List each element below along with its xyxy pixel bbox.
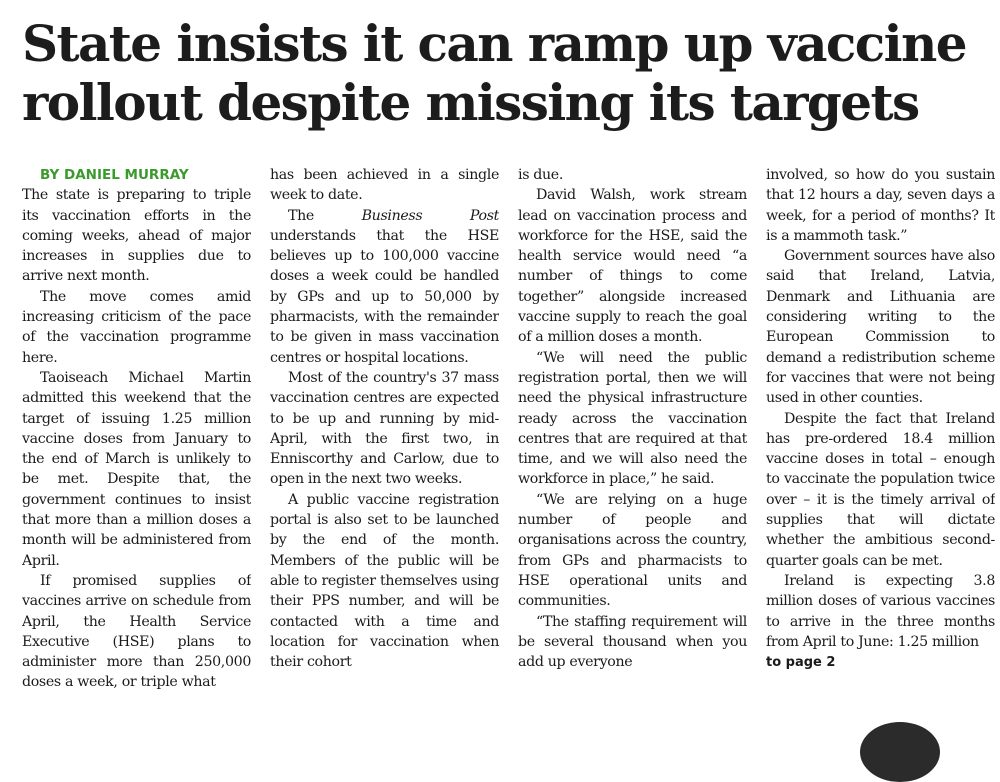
paragraph: involved, so how do you sustain that 12 hours a day, seven days a week, for a period of months? It is a mammoth task.”	[766, 167, 995, 244]
continuation-jump[interactable]	[766, 652, 995, 673]
paragraph: is due.	[518, 167, 564, 183]
jump-link[interactable]: to page 2	[766, 655, 836, 671]
paragraph: “The staffing requirement will be several thousand when you add up everyone	[518, 613, 747, 671]
publication-name: Business Post	[361, 207, 499, 224]
paragraph: The state is preparing to triple its vaccination efforts in the coming weeks, ahead of major increases in supplies due to arrive next month.	[22, 187, 251, 285]
paragraph: Most of the country's 37 mass vaccination centres are expected to be up and running by mid-April, with the first two, in Enniscorthy and Carlow, due to open in the next two weeks.	[270, 369, 499, 488]
paragraph: “We will need the public registration portal, then we will need the physical infrastructure ready across the vaccination centres that are required at that time, and we will also need the workforce in place,” he said.	[518, 349, 747, 488]
paragraph: “We are relying on a huge number of people and organisations across the country, from GPs and pharmacists to HSE operational units and communities.	[518, 491, 747, 610]
paragraph: has been achieved in a single week to date.	[270, 167, 499, 204]
paragraph	[270, 206, 499, 368]
column-3	[518, 165, 747, 735]
paragraph: Despite the fact that Ireland has pre-ordered 18.4 million vaccine doses in total – enough to vaccinate the population twice over – it is the timely arrival of supplies that will dictate whether the ambitious second-quarter goals can be met.	[766, 410, 995, 569]
article-body	[22, 165, 997, 735]
column-1	[22, 165, 251, 735]
column-4	[766, 165, 995, 735]
paragraph: If promised supplies of vaccines arrive on schedule from April, the Health Service Executive (HSE) plans to administer more than 250,000 doses a week, or triple what	[22, 572, 251, 691]
paragraph-rest: understands that the HSE believes up to 100,000 vaccine doses a week could be handled by GPs and up to 50,000 by pharmacists, with the remainder to be given in mass vaccination centres or hospital locations.	[270, 227, 499, 366]
paragraph: Ireland is expecting 3.8 million doses of various vaccines to arrive in the three months from April to June: 1.25 million	[766, 572, 995, 650]
photo-thumbnail	[860, 722, 940, 782]
paragraph: Taoiseach Michael Martin admitted this weekend that the target of issuing 1.25 million vaccine doses from January to the end of March is unlikely to be met. Despite that, the government continues to insist that more than a million doses a month will be administered from April.	[22, 369, 251, 569]
headline: State insists it can ramp up vaccine rollout despite missing its targets	[22, 14, 966, 132]
paragraph: A public vaccine registration portal is also set to be launched by the end of the month. Members of the public will be able to register themselves using their PPS number, and will be contacted with a time and location for vaccination when their cohort	[270, 491, 499, 671]
paragraph: David Walsh, work stream lead on vaccination process and workforce for the HSE, said the health service would need “a number of things to come together” alongside increased vaccine supply to reach the goal of a million doses a month.	[518, 187, 747, 346]
paragraph-lead: The	[288, 207, 362, 224]
paragraph: The move comes amid increasing criticism of the pace of the vaccination programme here.	[22, 288, 251, 366]
column-2	[270, 165, 499, 735]
paragraph: Government sources have also said that Ireland, Latvia, Denmark and Lithuania are considering writing to the European Commission to demand a redistribution scheme for vaccines that were not being used in other counties.	[766, 248, 995, 407]
byline: BY DANIEL MURRAY	[40, 167, 189, 183]
